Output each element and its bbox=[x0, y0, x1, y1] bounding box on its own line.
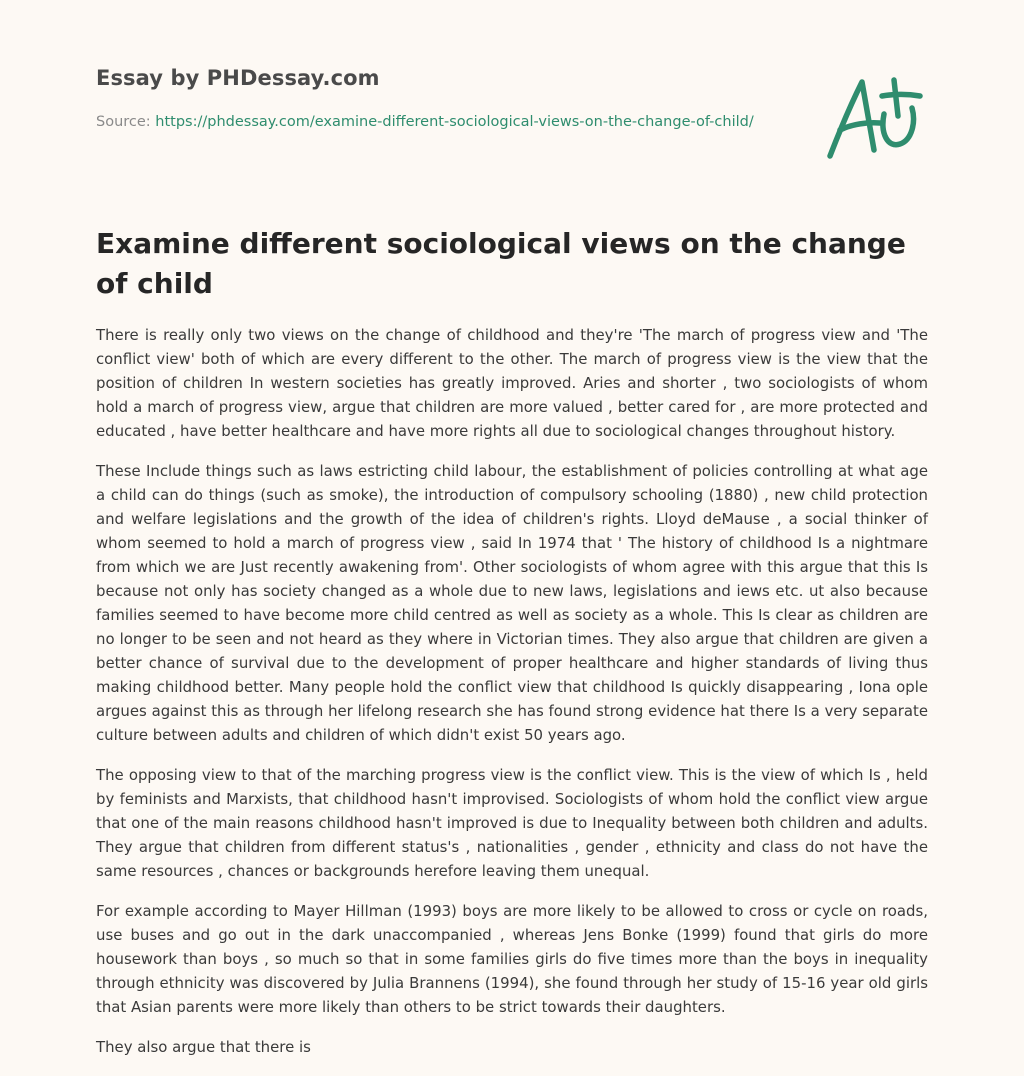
essay-paragraph: For example according to Mayer Hillman (1993) boys are more likely to be allowed to cross or cycle on roads, use buses and go out in the dark unaccompanied , whereas Jens Bonke (1999) found that girls do more housework than boys , so much so that in some families girls do five times more than the boys in inequality through ethnicity was discovered by Julia Brannens (1994), she found through her study of 15-16 year old girls that Asian parents were more likely than others to be strict towards their daughters. bbox=[96, 902, 928, 1016]
source-label: Source: bbox=[96, 114, 156, 130]
essay-paragraph: The opposing view to that of the marching progress view is the conflict view. This is the view of which Is , held by feminists and Marxists, that childhood hasn't improvised. Sociologists of whom hold the conflict view argue that one of the main reasons childhood hasn't improved is due to Inequality between both children and adults. They argue that children from different status's , nationalities , gender , ethnicity and class do not have the same resources , chances or backgrounds herefore leaving them unequal. bbox=[96, 766, 928, 880]
essay-body bbox=[96, 323, 928, 1075]
source-link[interactable]: https://phdessay.com/examine-different-sociological-views-on-the-change-of-child/ bbox=[155, 114, 754, 130]
site-brand: Essay by PHDessay.com bbox=[96, 66, 380, 90]
a-plus-grade-icon bbox=[824, 68, 924, 164]
source-line bbox=[96, 111, 756, 134]
essay-paragraph: There is really only two views on the change of childhood and they're 'The march of progress view and 'The conflict view' both of which are every different to the other. The march of progress view is the view that the position of children In western societies has greatly improved. Aries and shorter , two sociologists of whom hold a march of progress view, argue that children are more valued , better cared for , are more protected and educated , have better healthcare and have more rights all due to sociological changes throughout history. bbox=[96, 326, 928, 440]
essay-title: Examine different sociological views on the change of child bbox=[96, 227, 906, 300]
essay-paragraph: These Include things such as laws estricting child labour, the establishment of policies controlling at what age a child can do things (such as smoke), the introduction of compulsory schooling (1880) , new child protection and welfare legislations and the growth of the idea of children's rights. Lloyd deMause , a social thinker of whom seemed to hold a march of progress view , said In 1974 that ' The history of childhood Is a nightmare from which we are Just recently awakening from'. Other sociologists of whom agree with this argue that this Is because not only has society changed as a whole due to new laws, legislations and iews etc. ut also because families seemed to have become more child centred as well as society as a whole. This Is clear as children are no longer to be seen and not heard as they where in Victorian times. They also argue that children are given a better chance of survival due to the development of proper healthcare and higher standards of living thus making childhood better. Many people hold the conflict view that childhood Is quickly disappearing , Iona ople argues against this as through her lifelong research she has found strong evidence hat there Is a very separate culture between adults and children of which didn't exist 50 years ago. bbox=[96, 462, 928, 744]
essay-paragraph: They also argue that there is bbox=[96, 1038, 311, 1056]
